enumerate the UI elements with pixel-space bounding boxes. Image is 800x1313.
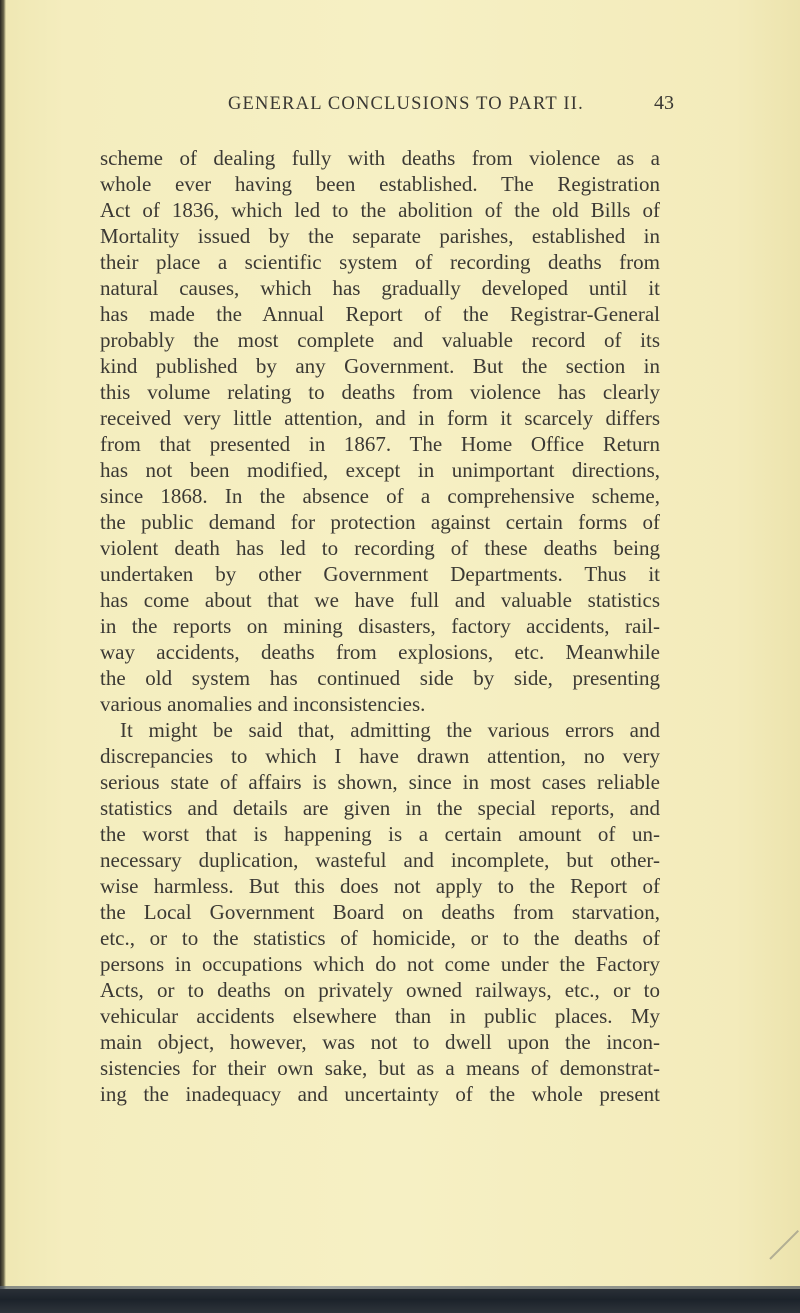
text-line: has not been modified, except in unimportant directions, — [100, 458, 660, 482]
text-line: from that presented in 1867. The Home Office Return — [100, 432, 660, 456]
page-gutter-shadow — [0, 0, 6, 1313]
text-line: main object, however, was not to dwell upon the incon- — [100, 1030, 660, 1054]
text-line: violent death has led to recording of these deaths being — [100, 536, 660, 560]
text-line: since 1868. In the absence of a comprehensive scheme, — [100, 484, 660, 508]
text-line: scheme of dealing fully with deaths from violence as a — [100, 146, 660, 170]
text-line: vehicular accidents elsewhere than in public places. My — [100, 1004, 660, 1028]
text-line: their place a scientific system of recording deaths from — [100, 250, 660, 274]
text-line: etc., or to the statistics of homicide, or to the deaths of — [100, 926, 660, 950]
text-line: Acts, or to deaths on privately owned railways, etc., or to — [100, 978, 660, 1002]
running-title: GENERAL CONCLUSIONS TO PART II. — [228, 94, 584, 114]
text-line: necessary duplication, wasteful and incomplete, but other- — [100, 848, 660, 872]
text-line: received very little attention, and in form it scarcely differs — [100, 406, 660, 430]
text-line: Act of 1836, which led to the abolition of the old Bills of — [100, 198, 660, 222]
text-line: whole ever having been established. The Registration — [100, 172, 660, 196]
text-line: serious state of affairs is shown, since in most cases reliable — [100, 770, 660, 794]
text-line: statistics and details are given in the special reports, and — [100, 796, 660, 820]
text-line: kind published by any Government. But the section in — [100, 354, 660, 378]
page-corner-mark — [769, 1230, 799, 1260]
text-line: this volume relating to deaths from violence has clearly — [100, 380, 660, 404]
text-line: wise harmless. But this does not apply to the Report of — [100, 874, 660, 898]
text-line: natural causes, which has gradually developed until it — [100, 276, 660, 300]
text-line: the Local Government Board on deaths from starvation, — [100, 900, 660, 924]
paragraph-first-line: It might be said that, admitting the various errors and — [120, 718, 660, 742]
body-text — [100, 145, 660, 1107]
scanner-bottom-edge — [0, 1289, 800, 1313]
page-number: 43 — [654, 92, 674, 114]
text-line: the public demand for protection against certain forms of — [100, 510, 660, 534]
text-line: Mortality issued by the separate parishes, established in — [100, 224, 660, 248]
text-line: probably the most complete and valuable record of its — [100, 328, 660, 352]
text-line: has come about that we have full and valuable statistics — [100, 588, 660, 612]
text-line: undertaken by other Government Departments. Thus it — [100, 562, 660, 586]
text-line: has made the Annual Report of the Registrar-General — [100, 302, 660, 326]
text-line: sistencies for their own sake, but as a means of demonstrat- — [100, 1056, 660, 1080]
text-line: the worst that is happening is a certain amount of un- — [100, 822, 660, 846]
text-line: ing the inadequacy and uncertainty of the whole present — [100, 1082, 660, 1106]
text-line: in the reports on mining disasters, factory accidents, rail- — [100, 614, 660, 638]
text-line: persons in occupations which do not come under the Factory — [100, 952, 660, 976]
text-line: way accidents, deaths from explosions, etc. Meanwhile — [100, 640, 660, 664]
paragraph-end-line: various anomalies and inconsistencies. — [100, 692, 426, 716]
text-line: discrepancies to which I have drawn attention, no very — [100, 744, 660, 768]
text-line: the old system has continued side by side, presenting — [100, 666, 660, 690]
